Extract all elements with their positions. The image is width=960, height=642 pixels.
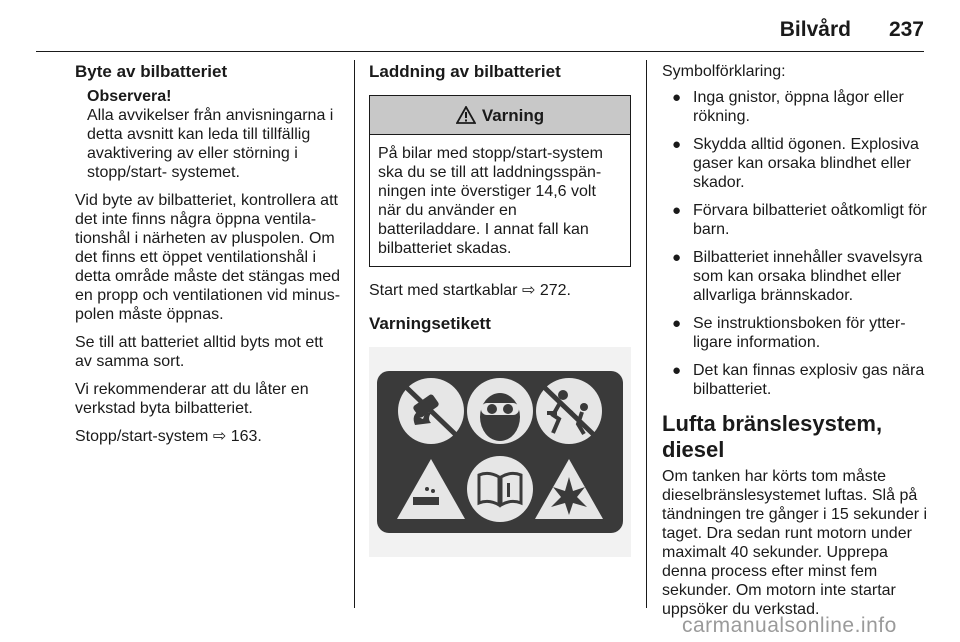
section-heading: Laddning av bilbatteriet [369,62,561,81]
warning-header [370,96,630,135]
bullet-icon: ● [672,202,682,219]
column-battery-charging [369,62,631,557]
bullet-icon: ● [672,136,682,153]
list-item: ● Inga gnistor, öppna lågor eller rökning. [672,89,904,125]
paragraph: Vid byte av bilbatteriet, kontrollera att det inte finns några öppna ventilationshål i närheten av pluspolen. Om det finns ett öppet ventilationshål i detta område måste det stängas med en propp och ventilationen vid minuspolen måste öppnas. [75,192,341,323]
reference-page: 272. [539,282,571,299]
read-manual-icon [467,456,533,522]
paragraph: Se till att batteriet alltid byts mot ett av samma sort. [75,334,324,370]
warning-box [369,95,631,267]
list-item: ● Det kan finnas explosiv gas nära bilbatteriet. [672,362,925,398]
reference-text: Start med startkablar [369,282,518,299]
cross-reference[interactable] [75,427,343,446]
note-body: Alla avvikelser från anvisningarna i detta avsnitt kan leda till tillfällig avaktivering av eller störning i stopp/start- systemet. [87,107,334,181]
section-heading-large: Lufta bränslesystem, diesel [662,411,883,462]
symbol-list [662,88,928,399]
warning-triangle-icon [456,106,476,124]
page-arrow-icon: ⇨ [212,428,227,445]
note-title: Observera! [87,88,172,105]
reference-page: 163. [230,428,262,445]
bullet-icon: ● [672,249,682,266]
column-divider [646,60,647,608]
warning-title: Varning [481,105,545,125]
page-header [36,0,924,52]
bullet-icon: ● [672,362,682,379]
legend-title: Symbolförklaring: [662,63,786,80]
eye-protection-icon [467,378,533,444]
page-number: 237 [888,17,924,41]
note-block [75,87,343,182]
watermark: carmanualsonline.info [682,614,897,637]
section-title: Bilvård [779,17,851,41]
list-item: ● Se instruktionsboken för ytterligare information. [672,315,906,351]
list-item: ● Skydda alltid ögonen. Explosiva gaser kan orsaka blindhet eller skador. [672,136,919,191]
warning-label-image [369,347,631,557]
warning-label-graphic [369,347,631,557]
bullet-icon: ● [672,89,682,106]
reference-text: Stopp/start-system [75,428,209,445]
no-fire-icon [398,378,464,444]
bullet-icon: ● [672,315,682,332]
cross-reference[interactable] [369,281,631,300]
list-item: ● Bilbatteriet innehåller svavelsyra som kan orsaka blindhet eller allvarliga brännskador. [672,249,923,304]
list-item: ● Förvara bilbatteriet oåtkomligt för barn. [672,202,927,238]
warning-body: På bilar med stopp/start-system ska du se till att laddningsspänningen inte överstiger 14,6 volt när du använder en batteriladdare. I annat fall kan bilbatteriet skadas. [378,145,603,257]
page-arrow-icon: ⇨ [521,282,536,299]
section-heading: Byte av bilbatteriet [75,62,228,81]
column-divider [354,60,355,608]
paragraph: Om tanken har körts tom måste dieselbränslesystemet luftas. Slå på tändningen tre gånger i 15 sekunder i taget. Dra sedan runt motorn under maximalt 40 sekunder. Upprepa denna process efter minst fem sekunder. Om motorn inte startar uppsöker du verkstad. [662,468,928,618]
paragraph: Vi rekommenderar att du låter en verkstad byta bilbatteriet. [75,381,309,417]
keep-away-children-icon [536,378,602,444]
column-battery-replacement [75,62,343,455]
subheading: Varningsetikett [369,314,491,333]
column-symbol-legend [662,62,928,628]
